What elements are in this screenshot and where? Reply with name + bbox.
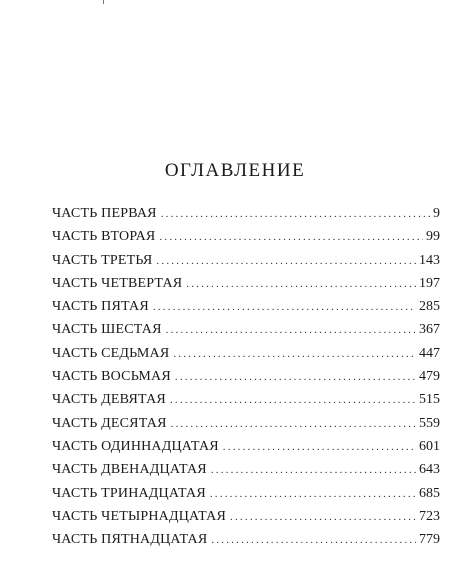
page-title: ОГЛАВЛЕНИЕ xyxy=(164,160,306,181)
toc-page-number: 197 xyxy=(419,275,440,291)
toc-entry[interactable] xyxy=(52,342,440,365)
toc-page-number: 559 xyxy=(419,415,440,431)
toc-entry[interactable] xyxy=(52,272,440,295)
toc-page-number: 99 xyxy=(426,229,440,245)
toc-page-number: 643 xyxy=(419,462,440,478)
toc-page-number: 143 xyxy=(419,252,440,268)
toc-entry-label: ЧАСТЬ ПЯТАЯ xyxy=(52,299,149,315)
toc-page-number: 447 xyxy=(419,345,440,361)
toc-dot-leader xyxy=(210,483,416,506)
toc-dot-leader xyxy=(171,413,416,436)
toc-page-number: 685 xyxy=(419,485,440,501)
toc-entry-label: ЧАСТЬ ПЯТНАДЦАТАЯ xyxy=(52,532,208,548)
toc-dot-leader xyxy=(170,389,416,412)
toc-entry[interactable] xyxy=(52,365,440,388)
toc-entry[interactable] xyxy=(52,318,440,341)
toc-page-number: 723 xyxy=(419,508,440,524)
toc-entry-label: ЧАСТЬ ДЕСЯТАЯ xyxy=(52,415,167,431)
toc-dot-leader xyxy=(153,296,416,319)
toc-page-number: 779 xyxy=(419,532,440,548)
toc-dot-leader xyxy=(173,343,416,366)
toc-page-number: 601 xyxy=(419,438,440,454)
toc-entry[interactable] xyxy=(52,412,440,435)
toc-dot-leader xyxy=(156,250,416,273)
toc-entry-label: ЧАСТЬ ПЕРВАЯ xyxy=(52,206,157,221)
toc-entry-label: ЧАСТЬ ДВЕНАДЦАТАЯ xyxy=(52,462,207,478)
toc-entry-label: ЧАСТЬ ВОСЬМАЯ xyxy=(52,369,171,385)
toc-dot-leader xyxy=(175,366,416,389)
toc-dot-leader xyxy=(186,273,416,296)
toc-entry[interactable] xyxy=(52,528,440,551)
toc-page-number: 515 xyxy=(419,392,440,408)
toc-page-number: 285 xyxy=(419,299,440,315)
toc-dot-leader xyxy=(223,436,416,459)
toc-entry[interactable] xyxy=(52,435,440,458)
toc-entry-label: ЧАСТЬ ОДИННАДЦАТАЯ xyxy=(52,438,219,454)
toc-page-number: 479 xyxy=(419,369,440,385)
toc-dot-leader xyxy=(211,529,416,552)
toc-entry-label: ЧАСТЬ ТРЕТЬЯ xyxy=(52,252,153,268)
toc-entry-label: ЧАСТЬ ЧЕТЫРНАДЦАТАЯ xyxy=(52,508,227,524)
toc-dot-leader xyxy=(159,226,423,249)
toc-dot-leader xyxy=(161,203,430,226)
toc-entry[interactable] xyxy=(52,458,440,481)
toc-entry[interactable] xyxy=(52,295,440,318)
toc-page-number: 367 xyxy=(419,322,440,338)
toc-dot-leader xyxy=(230,506,416,529)
toc-entry-label: ЧАСТЬ ЧЕТВЕРТАЯ xyxy=(52,275,183,291)
toc-entry[interactable] xyxy=(52,388,440,411)
toc-entry[interactable] xyxy=(52,505,440,528)
toc-entry-label: ЧАСТЬ ШЕСТАЯ xyxy=(52,322,162,338)
toc-entry[interactable] xyxy=(52,202,440,225)
toc-entry-label: ЧАСТЬ СЕДЬМАЯ xyxy=(52,345,170,361)
toc-entry[interactable] xyxy=(52,249,440,272)
toc-dot-leader xyxy=(166,319,416,342)
toc-page-number: 9 xyxy=(433,206,440,221)
toc-entry-label: ЧАСТЬ ВТОРАЯ xyxy=(52,229,156,245)
scan-mark xyxy=(103,0,104,4)
toc-entry-label: ЧАСТЬ ДЕВЯТАЯ xyxy=(52,392,166,408)
table-of-contents xyxy=(52,202,440,551)
toc-entry-label: ЧАСТЬ ТРИНАДЦАТАЯ xyxy=(52,485,206,501)
toc-dot-leader xyxy=(211,459,416,482)
toc-entry[interactable] xyxy=(52,225,440,248)
toc-entry[interactable] xyxy=(52,482,440,505)
